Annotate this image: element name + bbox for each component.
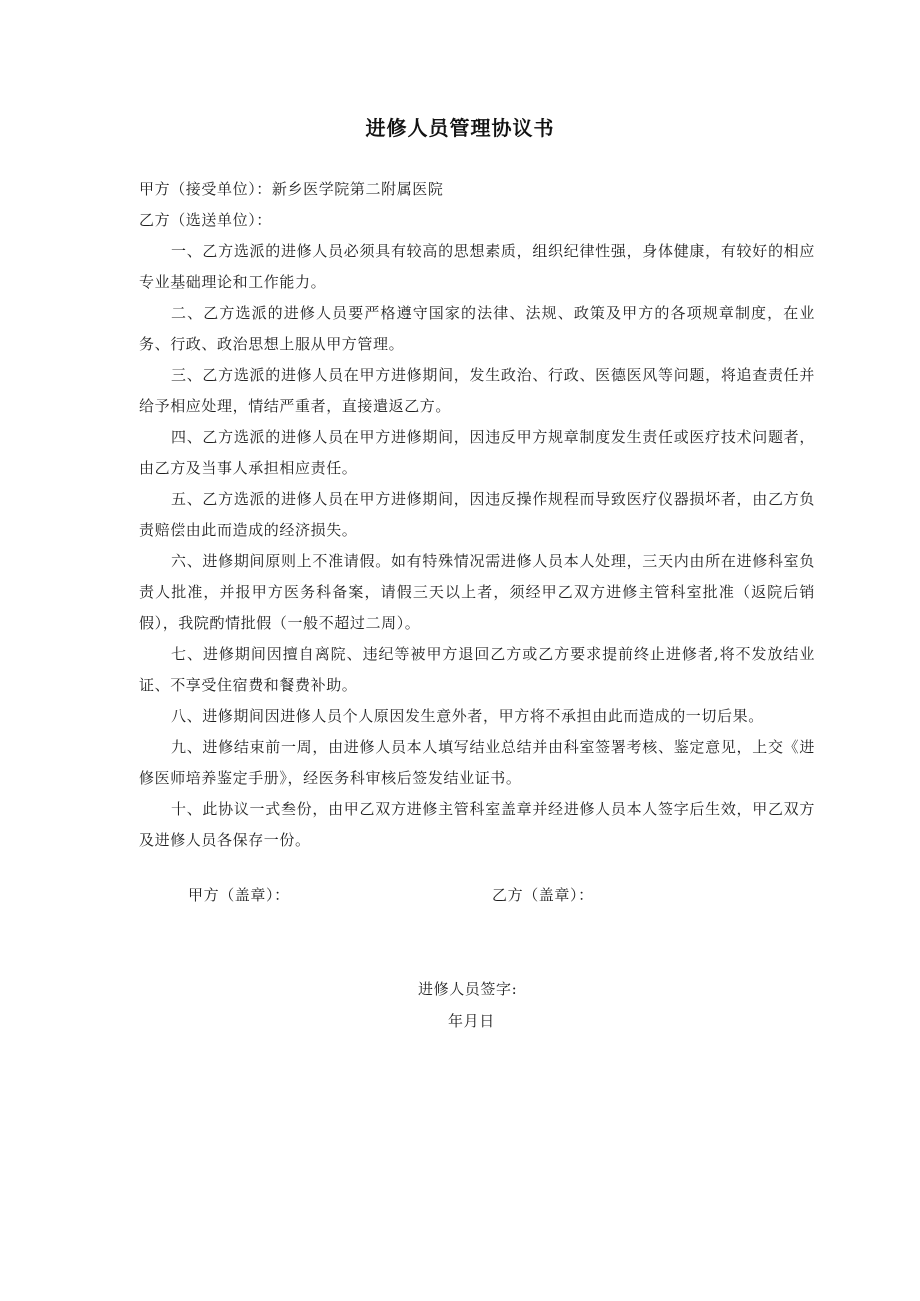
clause-10: 十、此协议一式叁份，由甲乙双方进修主管科室盖章并经进修人员本人签字后生效，甲乙双方及进修人员各保存一份。	[139, 800, 815, 849]
clause-8: 八、进修期间因进修人员个人原因发生意外者，甲方将不承担由此而造成的一切后果。	[171, 707, 764, 725]
clause-7: 七、进修期间因擅自离院、违纪等被甲方退回乙方或乙方要求提前终止进修者,将不发放结业证、不享受住宿费和餐费补助。	[139, 645, 815, 694]
document-title: 进修人员管理协议书	[365, 116, 555, 140]
party-b-line: 乙方（选送单位）：	[139, 211, 272, 229]
party-a-seal-label: 甲方（盖章）：	[188, 886, 290, 904]
party-a-line: 甲方（接受单位）：新乡医学院第二附属医院	[139, 180, 444, 198]
clause-6: 六、进修期间原则上不准请假。如有特殊情况需进修人员本人处理，三天内由所在进修科室负责人批准，并报甲方医务科备案，请假三天以上者，须经甲乙双方进修主管科室批准（返院后销假），我院酌情批假（一般不超过二周）。	[139, 552, 815, 632]
document-body	[139, 174, 815, 856]
clause-3: 三、乙方选派的进修人员在甲方进修期间，发生政治、行政、医德医风等问题，将追查责任并给予相应处理，情结严重者，直接遣返乙方。	[139, 366, 815, 415]
clause-4: 四、乙方选派的进修人员在甲方进修期间，因违反甲方规章制度发生责任或医疗技术问题者，由乙方及当事人承担相应责任。	[139, 428, 815, 477]
party-b-seal-label: 乙方（盖章）：	[492, 886, 594, 904]
clause-1: 一、乙方选派的进修人员必须具有较高的思想素质，组织纪律性强，身体健康，有较好的相应专业基础理论和工作能力。	[139, 242, 815, 291]
clause-5: 五、乙方选派的进修人员在甲方进修期间，因违反操作规程而导致医疗仪器损坏者，由乙方负责赔偿由此而造成的经济损失。	[139, 490, 815, 539]
clause-9: 九、进修结束前一周，由进修人员本人填写结业总结并由科室签署考核、鉴定意见，上交《进修医师培养鉴定手册》，经医务科审核后签发结业证书。	[139, 738, 815, 787]
date-label: 年月日	[448, 1012, 495, 1030]
trainee-signature-label: 进修人员签字:	[418, 980, 518, 998]
clause-2: 二、乙方选派的进修人员要严格遵守国家的法律、法规、政策及甲方的各项规章制度，在业务、行政、政治思想上服从甲方管理。	[139, 304, 815, 353]
